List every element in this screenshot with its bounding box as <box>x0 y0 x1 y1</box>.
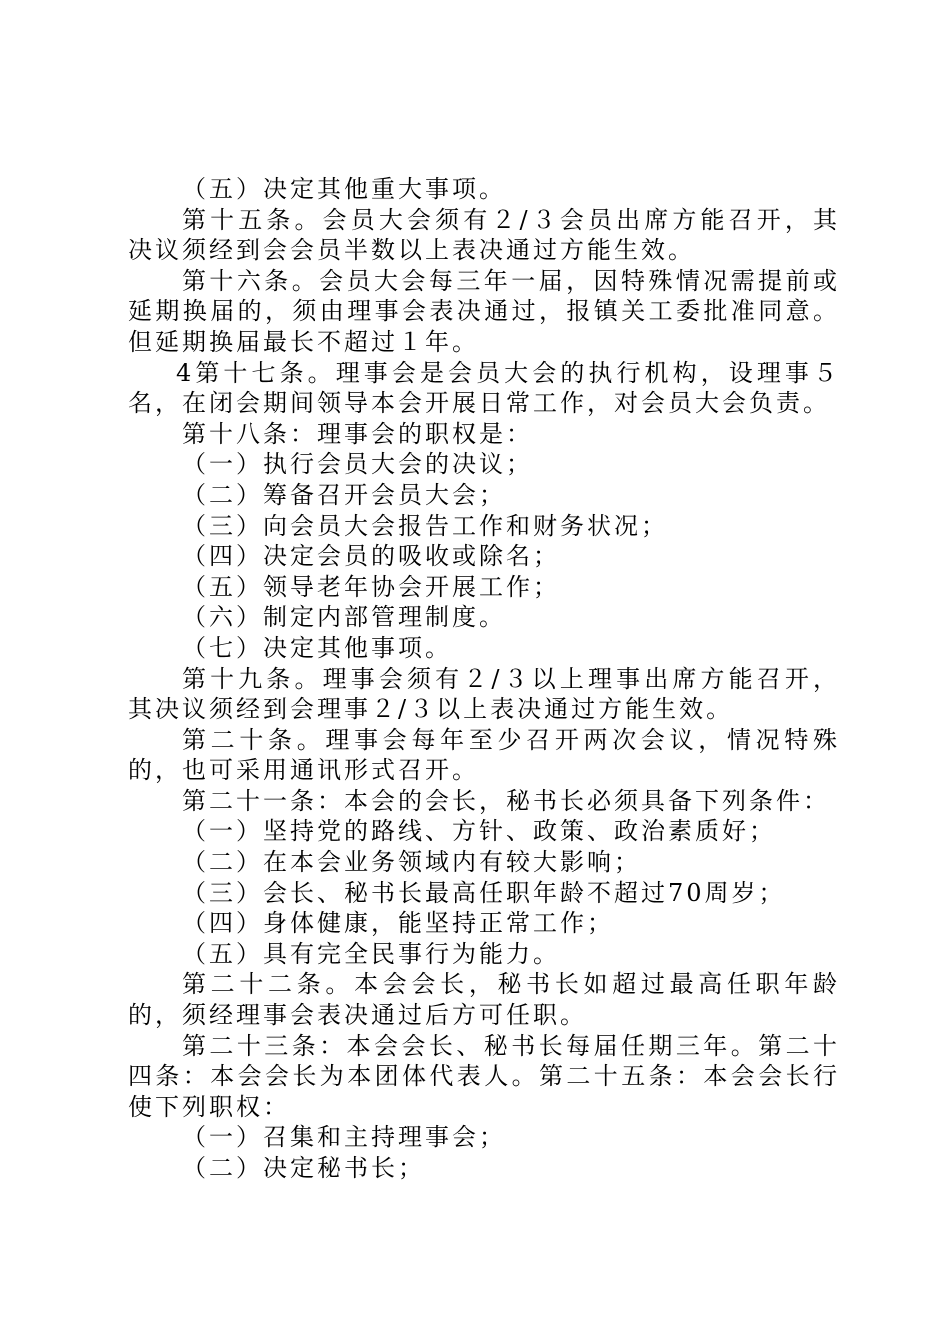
article-17: 4第十七条。理事会是会员大会的执行机构，设理事５名，在闭会期间领导本会开展日常工作，对会员大会负责。 <box>128 358 840 418</box>
paragraph-item-5: （五）决定其他重大事项。 <box>182 175 506 203</box>
article-20: 第二十条。理事会每年至少召开两次会议，情况特殊的，也可采用通讯形式召开。 <box>128 725 840 785</box>
list-item: （四）决定会员的吸收或除名； <box>182 542 560 571</box>
article-15: 第十五条。会员大会须有２/３会员出席方能召开，其决议须经到会会员半数以上表决通过方能生效。 <box>128 205 840 265</box>
article-19: 第十九条。理事会须有２/３以上理事出席方能召开，其决议须经到会理事２/３以上表决通过方能生效。 <box>128 664 840 724</box>
article-21: 第二十一条：本会的会长，秘书长必须具备下列条件： <box>182 786 830 815</box>
list-item: （五）具有完全民事行为能力。 <box>182 939 560 968</box>
list-item: （一）执行会员大会的决议； <box>182 450 533 479</box>
article-16: 第十六条。会员大会每三年一届，因特殊情况需提前或延期换届的，须由理事会表决通过，报镇关工委批准同意。但延期换届最长不超过１年。 <box>128 266 840 356</box>
list-item: （一）召集和主持理事会； <box>182 1123 506 1152</box>
list-item: （三）会长、秘书长最高任职年龄不超过70周岁； <box>182 878 786 907</box>
document-body <box>128 174 840 1184</box>
list-item: （二）决定秘书长； <box>182 1154 425 1182</box>
article-22: 第二十二条。本会会长，秘书长如超过最高任职年龄的，须经理事会表决通过后方可任职。 <box>128 970 840 1030</box>
list-item: （三）向会员大会报告工作和财务状况； <box>182 511 668 540</box>
article-23-25: 第二十三条：本会会长、秘书长每届任期三年。第二十四条：本会会长为本团体代表人。第二十五条：本会会长行使下列职权： <box>128 1031 840 1121</box>
list-item: （二）在本会业务领域内有较大影响； <box>182 848 641 877</box>
list-item: （四）身体健康，能坚持正常工作； <box>182 909 614 938</box>
list-item: （五）领导老年协会开展工作； <box>182 572 560 601</box>
article-18: 第十八条：理事会的职权是： <box>182 419 533 448</box>
list-item: （六）制定内部管理制度。 <box>182 603 506 632</box>
list-item: （七）决定其他事项。 <box>182 633 452 662</box>
list-item: （二）筹备召开会员大会； <box>182 480 506 509</box>
list-item: （一）坚持党的路线、方针、政策、政治素质好； <box>182 817 776 846</box>
